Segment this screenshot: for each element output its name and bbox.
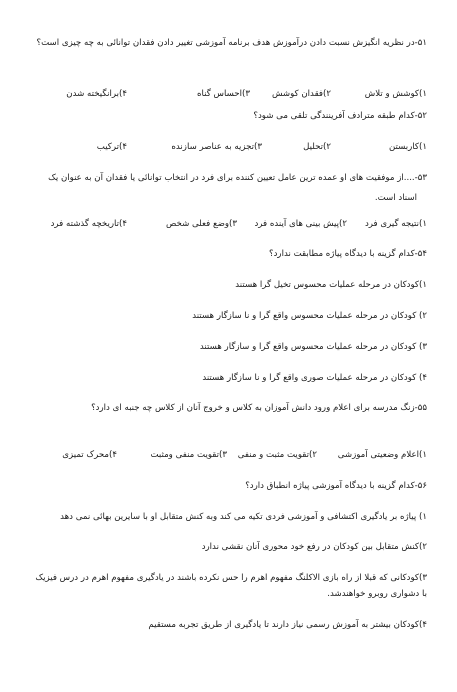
q52-option-2: ۲)تحلیل — [303, 142, 331, 152]
question-51-options — [30, 88, 427, 100]
q54-option-1: ۱)کودکان در مرحله عملیات محسوس تخیل گرا هستند — [235, 280, 427, 290]
question-53-line-2: اسناد است. — [374, 193, 417, 203]
q55-option-1: ۱)اعلام وضعیتی آموزشی — [337, 450, 427, 460]
q51-option-4: ۴)برانگیخته شدن — [66, 89, 127, 99]
q51-option-3: ۳)احساس گناه — [197, 89, 250, 99]
question-53-line-1: ۵۳-....از موفقیت های او عمده ترین عامل تعیین کننده برای فرد در انتخاب توانائی یا فقدان آن به عنوان یک — [48, 173, 427, 183]
question-55: ۵۵-زنگ مدرسه برای اعلام ورود دانش آموزان به کلاس و خروج آنان از کلاس چه جنبه ای دارد؟ — [91, 403, 427, 413]
question-55-options — [30, 449, 427, 461]
question-51: ۵۱-در نظریه انگیزش نسبت دادن درآموزش هدف برنامه آموزشی تغییر دادن فقدان توانائی به چه چیزی است؟ — [36, 38, 427, 48]
q56-option-3-line-2: با دشواری روبرو خواهندشد. — [327, 589, 427, 599]
q54-option-4: ۴) کودکان در مرحله عملیات صوری واقع گرا و نا سازگار هستند — [202, 373, 427, 383]
q56-option-1: ۱) پیاژه بر یادگیری اکتشافی و آموزشی فردی تکیه می کند وبه کنش متقابل او با سایرین بهائی نمی دهد — [60, 512, 427, 522]
question-52-options — [30, 141, 427, 153]
q53-option-1: ۱)نتیجه گیری فرد — [364, 219, 427, 229]
q52-option-3: ۳)تجزیه به عناصر سازنده — [171, 142, 262, 152]
q53-option-4: ۴)تاریخچه گذشته فرد — [50, 219, 127, 229]
question-53-options — [30, 218, 427, 230]
q54-option-3: ۳) کودکان در مرحله عملیات محسوس واقع گرا و سازگار هستند — [199, 342, 427, 352]
question-54: ۵۴-کدام گزینه با دیدگاه پیاژه مطابقت ندارد؟ — [269, 249, 427, 259]
q55-option-3: ۳)تقویت منفی ومثبت — [150, 450, 227, 460]
q54-option-2: ۲) کودکان در مرحله عملیات محسوس واقع گرا و نا سازگار هستند — [192, 311, 427, 321]
q52-option-1: ۱)کاربستن — [388, 142, 427, 152]
q55-option-2: ۲)تقویت مثبت و منفی — [237, 450, 317, 460]
q53-option-3: ۳)وضع فعلی شخص — [166, 219, 237, 229]
q56-option-3-line-1: ۳)کودکانی که قبلا از راه بازی الاکلنگ مفهوم اهرم را حس نکرده باشند در یادگیری مفهوم اهرم در درس فیزیک — [35, 573, 427, 583]
question-56: ۵۶-کدام گزینه با دیدگاه آموزشی پیاژه انطباق دارد؟ — [245, 481, 427, 491]
q52-option-4: ۴)ترکیب — [96, 142, 127, 152]
q53-option-2: ۲)پیش بینی های آینده فرد — [254, 219, 347, 229]
q56-option-2: ۲)کنش متقابل بین کودکان در رفع خود محوری آنان نقشی ندارد — [201, 542, 427, 552]
q56-option-4: ۴)کودکان بیشتر به آموزش رسمی نیاز دارند تا یادگیری از طریق تجربه مستقیم — [148, 620, 427, 630]
q51-option-2: ۲)فقدان کوشش — [271, 89, 331, 99]
question-52: ۵۲-کدام طبقه مترادف آفرینندگی تلقی می شود؟ — [253, 111, 427, 121]
q55-option-4: ۴)محرک تمیزی — [62, 450, 117, 460]
q51-option-1: ۱)کوشش و تلاش — [364, 89, 427, 99]
